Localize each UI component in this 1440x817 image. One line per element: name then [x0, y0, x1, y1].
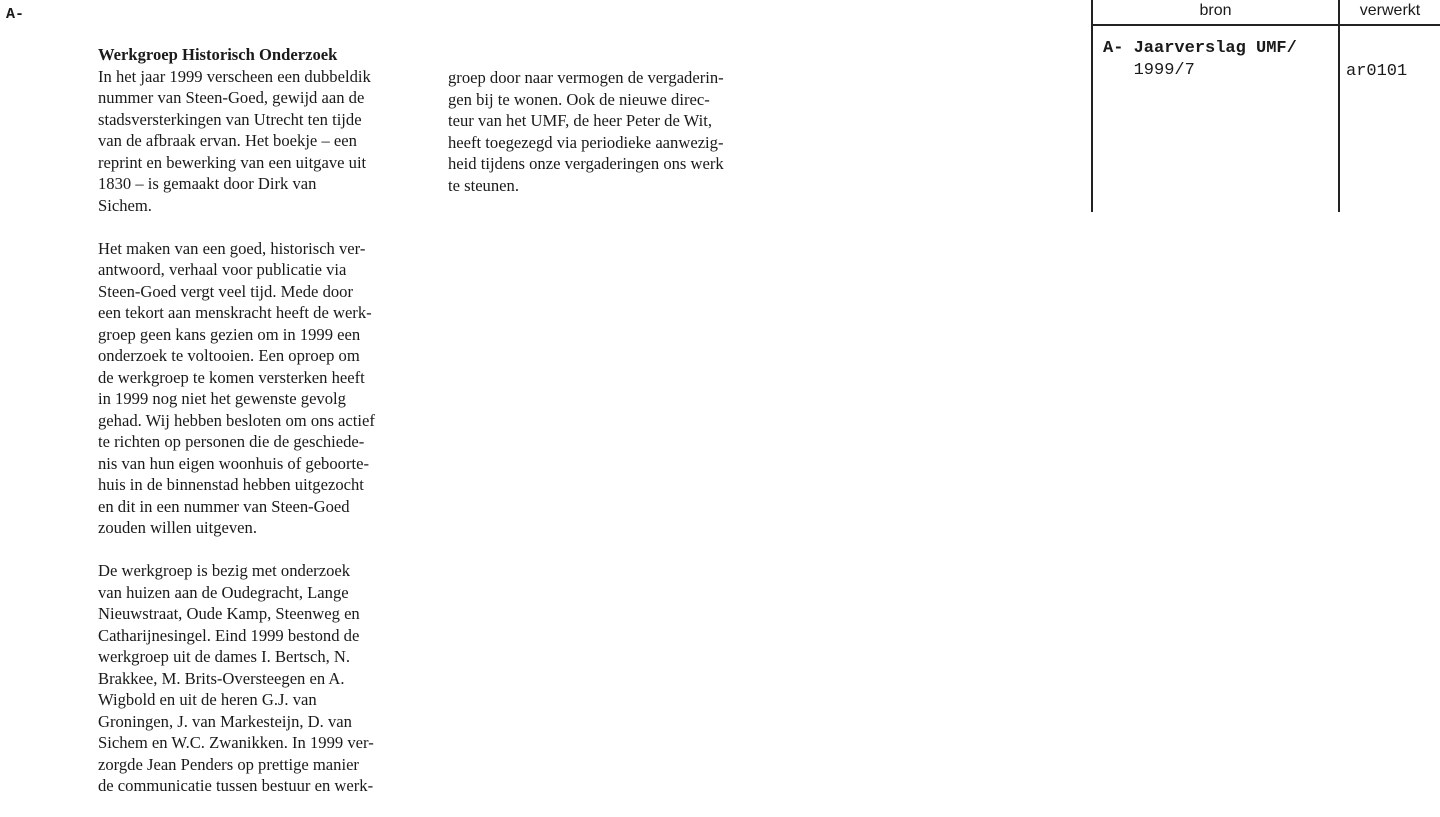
text-line: te richten op personen die de geschiede- — [98, 432, 365, 451]
paragraph-3 — [98, 560, 375, 797]
text-line: in 1999 nog niet het gewenste gevolg — [98, 389, 346, 408]
text-line: nummer van Steen-Goed, gewijd aan de — [98, 88, 365, 107]
text-line: heid tijdens onze vergaderingen ons werk — [448, 154, 724, 173]
text-line: van huizen aan de Oudegracht, Lange — [98, 582, 349, 602]
text-line: zorgde Jean Penders op prettige manier — [98, 754, 359, 774]
text-line: Catharijnesingel. Eind 1999 bestond de — [98, 625, 360, 645]
column-1 — [98, 44, 375, 797]
text-line: Het maken van een goed, historisch ver- — [98, 238, 366, 258]
corner-mark: A- — [6, 6, 25, 23]
header-verwerkt: verwerkt — [1359, 2, 1421, 19]
table-border-left — [1091, 0, 1093, 212]
text-line: Groningen, J. van Markesteijn, D. van — [98, 711, 352, 731]
paragraph-2 — [98, 238, 375, 539]
text-line: te steunen. — [448, 175, 519, 195]
text-line: Nieuwstraat, Oude Kamp, Steenweg en — [98, 604, 360, 623]
text-line: werkgroep uit de dames I. Bertsch, N. — [98, 647, 351, 666]
text-line: de communicatie tussen bestuur en werk- — [98, 776, 374, 795]
text-line: Wigbold en uit de heren G.J. van — [98, 690, 317, 709]
article-heading: Werkgroep Historisch Onderzoek — [98, 45, 338, 64]
column-2 — [448, 67, 724, 196]
text-line: Steen-Goed vergt veel tijd. Mede door — [98, 281, 353, 301]
text-line: nis van hun eigen woonhuis of geboorte- — [98, 453, 369, 473]
text-line: teur van het UMF, de heer Peter de Wit, — [448, 111, 713, 130]
verwerkt-value: ar0101 — [1346, 62, 1408, 81]
text-line: gen bij te wonen. Ook de nieuwe direc- — [448, 89, 710, 109]
text-line: groep door naar vermogen de vergaderin- — [448, 68, 724, 87]
text-line: antwoord, verhaal voor publicatie via — [98, 260, 347, 279]
text-line: gehad. Wij hebben besloten om ons actief — [98, 410, 375, 430]
text-line: stadsversterkingen van Utrecht ten tijde — [98, 109, 362, 129]
bron-line-2: 1999/7 — [1103, 61, 1195, 80]
text-line: In het jaar 1999 verscheen een dubbeldik — [98, 66, 371, 86]
text-line: heeft toegezegd via periodieke aanwezig- — [448, 132, 724, 152]
text-line: Sichem en W.C. Zwanikken. In 1999 ver- — [98, 733, 374, 752]
text-line: een tekort aan menskracht heeft de werk- — [98, 303, 372, 322]
text-line: Brakkee, M. Brits-Oversteegen en A. — [98, 668, 345, 688]
text-line: huis in de binnenstad hebben uitgezocht — [98, 475, 364, 494]
text-line: De werkgroep is bezig met onderzoek — [98, 561, 351, 580]
table-header-divider — [1091, 24, 1440, 26]
bron-line-1: A- Jaarverslag UMF/ — [1103, 39, 1297, 58]
text-line: groep geen kans gezien om in 1999 een — [98, 324, 361, 344]
header-bron: bron — [1199, 2, 1232, 19]
text-line: en dit in een nummer van Steen-Goed — [98, 496, 350, 516]
text-line: zouden willen uitgeven. — [98, 518, 257, 537]
text-line: onderzoek te voltooien. Een oproep om — [98, 346, 360, 365]
paragraph-1 — [98, 66, 375, 217]
text-line: van de afbraak ervan. Het boekje – een — [98, 131, 357, 150]
table-border-middle — [1338, 0, 1340, 212]
text-line: Sichem. — [98, 195, 152, 215]
text-line: 1830 – is gemaakt door Dirk van — [98, 174, 317, 193]
paragraph-4 — [448, 67, 724, 196]
text-line: de werkgroep te komen versterken heeft — [98, 367, 365, 387]
text-line: reprint en bewerking van een uitgave uit — [98, 152, 367, 172]
